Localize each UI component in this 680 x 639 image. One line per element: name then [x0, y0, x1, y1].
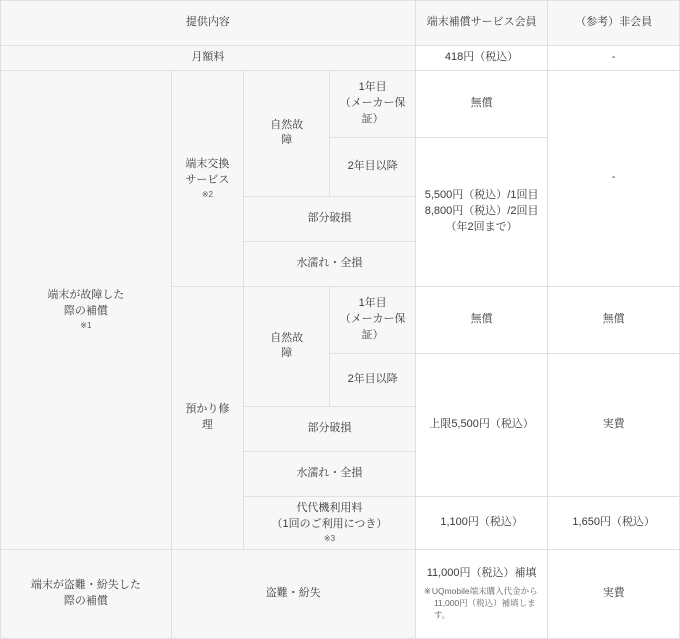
repair-year1-line1: 1年目 — [358, 297, 387, 310]
theft-loss-member-note: ※UQmobile端末購入代金から 11,000円（税込）補填しま す。 — [423, 586, 538, 620]
exchange-natural-fault-line1: 自然故 — [270, 118, 304, 131]
repair-year2-label: 2年目以降 — [330, 353, 415, 406]
repair-year1-member: 無償 — [415, 286, 548, 353]
exchange-fee-line1: 5,500円（税込）/1回目 — [424, 189, 539, 202]
monthly-fee-member: 418円（税込） — [415, 46, 548, 71]
monthly-fee-row — [1, 46, 680, 71]
exchange-fee-line3: （年2回まで） — [445, 220, 518, 233]
exchange-year1-member: 無償 — [415, 70, 548, 137]
breakdown-label-line1: 端末が故障した — [47, 289, 125, 302]
loaner-fee-sup: ※3 — [323, 534, 336, 544]
theft-loss-member-amount: 11,000円（税込）補填 — [426, 567, 537, 580]
exchange-water-total-label: 水濡れ・全損 — [244, 241, 416, 286]
theft-loss-label-line2: 際の補償 — [63, 594, 108, 607]
breakdown-label-line2: 際の補償 ※1 — [3, 304, 169, 332]
exchange-year1-line3: 証） — [361, 112, 384, 125]
exchange-year1-label — [330, 70, 415, 137]
breakdown-label — [1, 70, 172, 549]
repair-fee-nonmember: 実費 — [548, 353, 680, 496]
table-header-row — [1, 1, 680, 46]
monthly-fee-nonmember: - — [548, 46, 680, 71]
exchange-year1-line2: （メーカー保 — [339, 96, 406, 109]
repair-label-line2: 理 — [201, 418, 213, 431]
exchange-label-sup: ※2 — [201, 189, 213, 199]
repair-label-line1: 預かり修 — [185, 403, 230, 415]
repair-year1-label — [330, 286, 415, 353]
exchange-nonmember: - — [548, 70, 680, 286]
repair-natural-fault-line1: 自然故 — [270, 331, 304, 344]
exchange-year1-row — [1, 70, 680, 137]
note-bullet-icon: ※ — [423, 586, 431, 597]
loaner-fee-nonmember: 1,650円（税込） — [548, 496, 680, 549]
repair-partial-damage-label: 部分破損 — [244, 406, 416, 451]
exchange-label-line1: 端末交換 — [185, 157, 230, 170]
exchange-service-label — [171, 70, 243, 286]
theft-loss-label-line1: 端末が盗難・紛失した — [30, 579, 141, 591]
repair-natural-fault-label — [244, 286, 330, 406]
repair-year1-nonmember: 無償 — [548, 286, 680, 353]
exchange-natural-fault-line2: 障 — [281, 134, 293, 147]
loaner-fee-label — [244, 496, 416, 549]
loaner-fee-member: 1,100円（税込） — [415, 496, 548, 549]
theft-loss-nonmember: 実費 — [548, 549, 680, 638]
repair-year1-line2: （メーカー保 — [339, 312, 406, 325]
exchange-fee-member — [415, 137, 548, 286]
theft-loss-row — [1, 549, 680, 638]
exchange-fee-line2: 8,800円（税込）/2回目 — [424, 204, 539, 217]
repair-water-total-label: 水濡れ・全損 — [244, 451, 416, 496]
repair-fee-member: 上限5,500円（税込） — [415, 353, 548, 496]
repair-service-label — [171, 286, 243, 549]
monthly-fee-label: 月額料 — [1, 46, 416, 71]
header-nonmember: （参考）非会員 — [548, 1, 680, 46]
theft-loss-label — [1, 549, 172, 638]
breakdown-label-sup: ※1 — [80, 321, 92, 331]
header-member: 端末補償サービス会員 — [415, 1, 548, 46]
exchange-label-line2: サービス — [185, 173, 230, 186]
theft-loss-member — [415, 549, 548, 638]
theft-loss-type: 盗難・紛失 — [171, 549, 415, 638]
repair-year1-line3: 証） — [361, 328, 384, 341]
exchange-year2-label: 2年目以降 — [330, 137, 415, 196]
exchange-partial-damage-label: 部分破損 — [244, 196, 416, 241]
loaner-fee-line1: 代代機利用料 — [296, 502, 363, 515]
loaner-fee-line2: （1回のご利用につき） ※3 — [246, 517, 413, 545]
header-service-content: 提供内容 — [1, 1, 416, 46]
repair-natural-fault-line2: 障 — [281, 347, 293, 360]
exchange-natural-fault-label — [244, 70, 330, 196]
exchange-year1-line1: 1年目 — [358, 81, 387, 94]
